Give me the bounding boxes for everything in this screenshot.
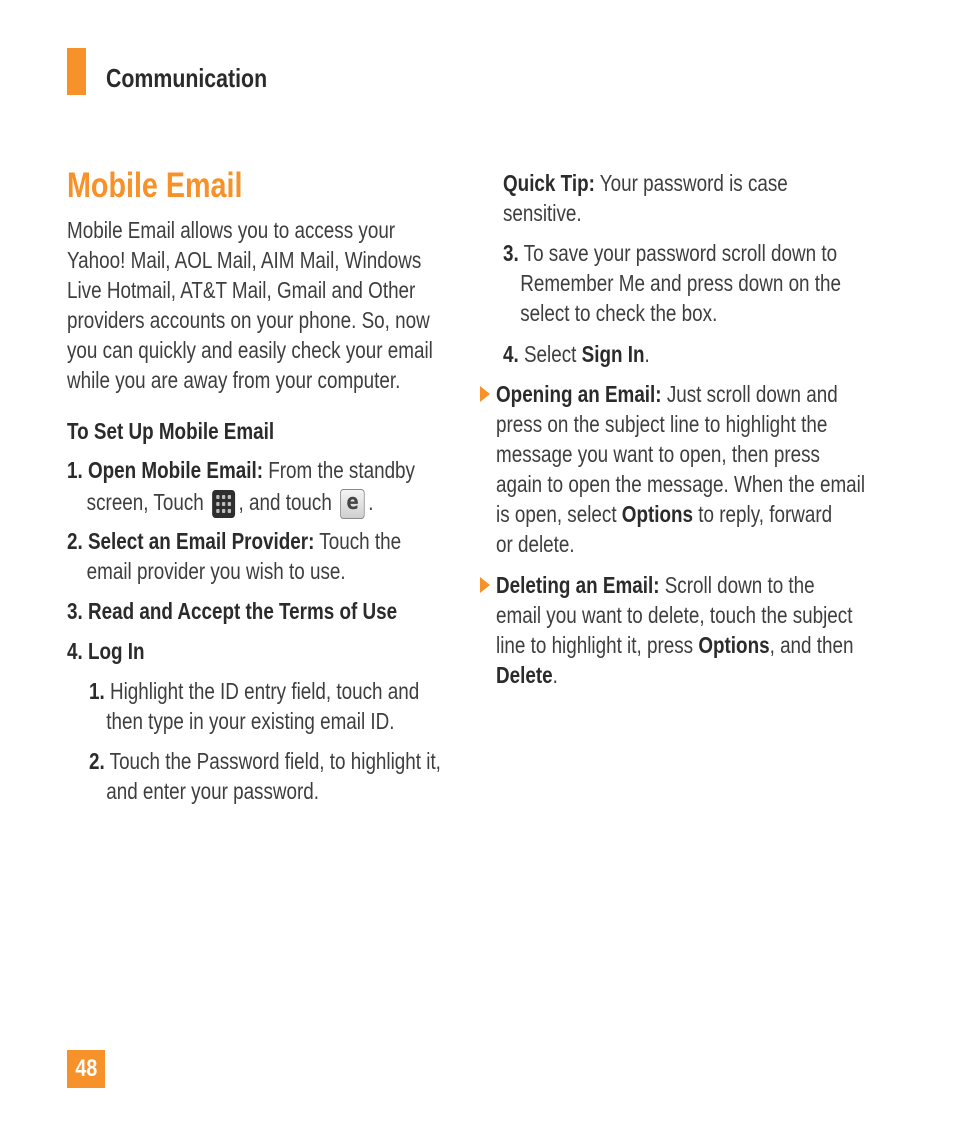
section-title: Communication (106, 63, 268, 93)
substep-password: 2. Touch the Password field, to highlight it, and enter your password. (89, 748, 441, 804)
bullet-arrow-icon (480, 577, 490, 593)
section-accent-bar (67, 48, 86, 95)
page-number: 48 (67, 1050, 105, 1088)
opening-email-section: Opening an Email: Just scroll down and press on the subject line to highlight the message you want to open, then press again to open the message. When the email is open, select Options to reply, forward or delete. (496, 381, 866, 557)
substep-id-entry: 1. Highlight the ID entry field, touch and then type in your existing email ID. (89, 678, 420, 734)
step-select-provider: 2. Select an Email Provider: Touch the email provider you wish to use. (67, 528, 402, 584)
substep-remember-me: 3. To save your password scroll down to Remember Me and press down on the select to check the box. (503, 240, 842, 326)
step-log-in: 4. Log In (67, 638, 145, 664)
email-app-icon: e (340, 489, 365, 519)
step-open-mobile-email: 1. Open Mobile Email: From the standby screen, Touch , and touch e . (67, 455, 415, 519)
substep-sign-in: 4. Select Sign In. (503, 341, 650, 367)
step-accept-terms: 3. Read and Accept the Terms of Use (67, 598, 398, 624)
bullet-arrow-icon (480, 386, 490, 402)
quick-tip: Quick Tip: Your password is case sensitive. (503, 170, 788, 226)
intro-paragraph: Mobile Email allows you to access your Yahoo! Mail, AOL Mail, AIM Mail, Windows Live Hotmail, AT&T Mail, Gmail and Other providers accounts on your phone. So, now you can quickly and easily check your email while you are away from your computer. (67, 217, 433, 393)
page-title: Mobile Email (67, 166, 243, 205)
apps-grid-icon (212, 490, 235, 518)
deleting-email-section: Deleting an Email: Scroll down to the email you want to delete, touch the subject line to highlight it, press Options, and then Delete. (496, 572, 854, 688)
setup-heading: To Set Up Mobile Email (67, 418, 275, 444)
